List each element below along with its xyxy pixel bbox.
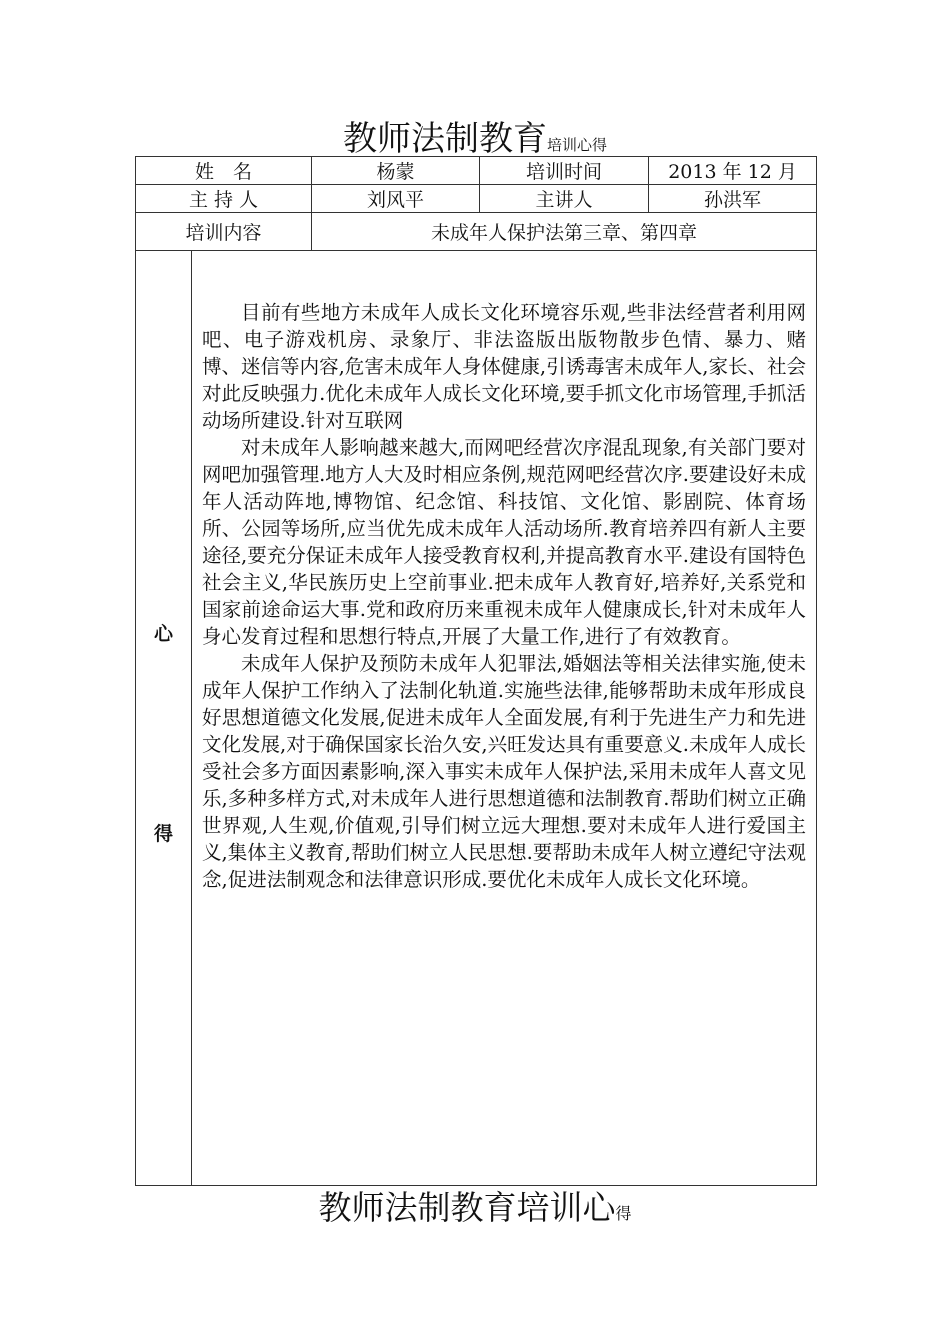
content-value: 未成年人保护法第三章、第四章 [312, 213, 817, 251]
reflection-body [192, 251, 817, 1186]
paragraph-3: 未成年人保护及预防未成年人犯罪法,婚姻法等相关法律实施,使未成年人保护工作纳入了法制化轨道.实施些法律,能够帮助未成年形成良好思想道德文化发展,促进未成年人全面发展,有利于先进生产力和先进文化发展,对于确保国家长治久安,兴旺发达具有重要意义.未成年人成长受社会多方面因素影响,深入事实未成年人保护法,采用未成年人喜文见乐,多种多样方式,对未成年人进行思想道德和法制教育.帮助们树立正确世界观,人生观,价值观,引导们树立远大理想.要对未成年人进行爱国主义,集体主义教育,帮助们树立人民思想.要帮助未成年人树立遵纪守法观念,促进法制观念和法律意识形成.要优化未成年人成长文化环境。 [202, 652, 807, 891]
form-row-reflection [136, 251, 817, 1186]
host-value: 刘风平 [312, 185, 480, 213]
side-char-de: 得 [153, 823, 173, 845]
name-label: 姓 名 [136, 157, 312, 185]
form-row-content [136, 213, 817, 251]
time-value: 2013 年 12 月 [649, 157, 817, 185]
title-suffix: 培训心得 [546, 136, 607, 154]
time-label: 培训时间 [480, 157, 649, 185]
title-main: 教师法制教育 [342, 119, 547, 159]
reflection-side-label [136, 251, 192, 1186]
reflection-text [192, 251, 816, 893]
speaker-label: 主讲人 [480, 185, 649, 213]
form-row-name [136, 157, 817, 185]
speaker-value: 孙洪军 [649, 185, 817, 213]
form-row-host [136, 185, 817, 213]
footer-title-main: 教师法制教育培训心 [318, 1188, 616, 1227]
paragraph-2: 对未成年人影响越来越大,而网吧经营次序混乱现象,有关部门要对网吧加强管理.地方人大及时相应条例,规范网吧经营次序.要建设好未成年人活动阵地,博物馆、纪念馆、科技馆、文化馆、影剧院、体育场所、公园等场所,应当优先成未成年人活动场所.教育培养四有新人主要途径,要充分保证未成年人接受教育权利,并提高教育水平.建设有国特色社会主义,华民族历史上空前事业.把未成年人教育好,培养好,关系党和国家前途命运大事.党和政府历来重视未成年人健康成长,针对未成年人身心发育过程和思想行特点,开展了大量工作,进行了有效教育。 [202, 436, 807, 648]
training-form-table [135, 156, 817, 1186]
content-label: 培训内容 [136, 213, 312, 251]
footer-title [0, 1186, 950, 1236]
side-char-xin: 心 [153, 623, 173, 645]
name-value: 杨蒙 [312, 157, 480, 185]
host-label: 主 持 人 [136, 185, 312, 213]
footer-title-suffix: 得 [615, 1204, 632, 1223]
paragraph-1: 目前有些地方未成年人成长文化环境容乐观,些非法经营者利用网吧、电子游戏机房、录象厅、非法盗版出版物散步色情、暴力、赌博、迷信等内容,危害未成年人身体健康,引诱毒害未成年人,家长、社会对此反映强力.优化未成年人成长文化环境,要手抓文化市场管理,手抓活动场所建设.针对互联网 [202, 301, 807, 432]
